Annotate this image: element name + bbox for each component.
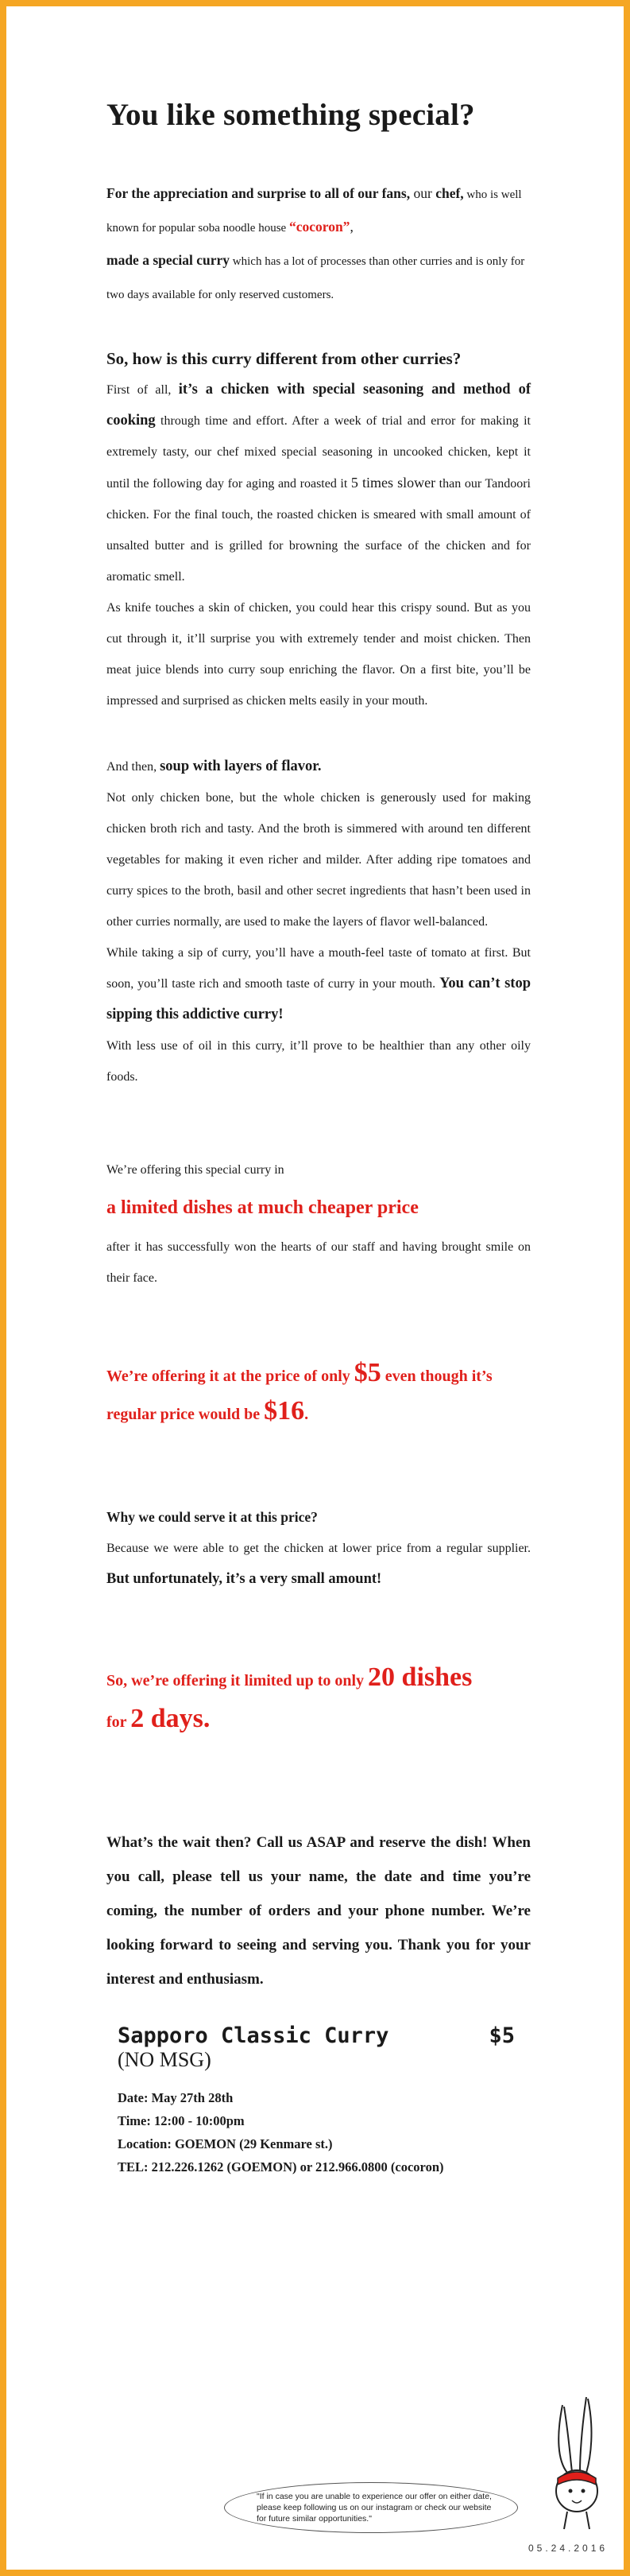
event-time: Time: 12:00 - 10:00pm bbox=[118, 2112, 245, 2128]
event-date: Date: May 27th 28th bbox=[118, 2089, 234, 2105]
event-phone: TEL: 212.226.1262 (GOEMON) or 212.966.0800 (cocoron) bbox=[118, 2159, 444, 2174]
menu-row bbox=[118, 2023, 515, 2048]
offer-line1: We’re offering this special curry in bbox=[106, 1162, 284, 1177]
menu-item-price: $5 bbox=[489, 2023, 515, 2048]
menu-note: (NO MSG) bbox=[118, 2047, 211, 2071]
section1-paragraph2: As knife touches a skin of chicken, you could hear this crispy sound. But as you cut through it, it’ll surprise you with extremely tender and moist chicken. Then meat juice blends into curry soup enriching the flavor. On a first bite, you’ll be impressed and surprised as chicken melts easily in your mouth. bbox=[106, 600, 531, 708]
intro-paragraph: For the appreciation and surprise to all of our fans, our chef, who is well known for popular soba noodle house “cocoron”, made a special curry which has a lot of processes than other curries and is only for two days available for only reserved customers. bbox=[106, 184, 525, 301]
section2-paragraph2: While taking a sip of curry, you’ll have a mouth-feel taste of tomato at first. But soon, you’ll taste rich and smooth taste of curry in your mouth. You can’t stop sipping this addictive curry! bbox=[106, 945, 531, 1022]
price-statement: We’re offering it at the price of only $5 even though it’s regular price would be $16. bbox=[106, 1357, 493, 1426]
offer-line2: after it has successfully won the hearts of our staff and having brought smile on their face. bbox=[106, 1240, 531, 1285]
section2-paragraph1: Not only chicken bone, but the whole chicken is generously used for making chicken broth rich and tasty. And the broth is simmered with around ten different vegetables for making it even richer and milder. After adding ripe tomatoes and curry spices to the broth, basil and other secret ingredients that hasn’t been used in other curries normally, are used to make the layers of flavor well-balanced. bbox=[106, 790, 531, 929]
rabbit-mascot-icon bbox=[540, 2389, 612, 2540]
flyer-content bbox=[106, 95, 531, 2178]
menu-block bbox=[118, 2023, 531, 2178]
menu-item-name: Sapporo Classic Curry bbox=[118, 2023, 389, 2048]
page-title: You like something special? bbox=[106, 98, 475, 132]
offer-highlight: a limited dishes at much cheaper price bbox=[106, 1197, 419, 1218]
event-location: Location: GOEMON (29 Kenmare st.) bbox=[118, 2136, 333, 2151]
footnote-bubble: "If in case you are unable to experience our offer on either date, please keep following us on our instagram or check our website for future similar opportunities." bbox=[224, 2482, 518, 2533]
closing-paragraph: What’s the wait then? Call us ASAP and reserve the dish! When you call, please tell us your name, the date and time you’re coming, the number of orders and your phone number. We’re looking forward to seeing and serving you. Thank you for your interest and enthusiasm. bbox=[106, 1833, 531, 1988]
limit-statement: So, we’re offering it limited up to only 20 dishes for 2 days. bbox=[106, 1662, 473, 1733]
section2-lead: And then, soup with layers of flavor. bbox=[106, 758, 322, 774]
why-paragraph: Because we were able to get the chicken at lower price from a regular supplier. But unfortunately, it’s a very small amount! bbox=[106, 1541, 531, 1587]
section2-paragraph3: With less use of oil in this curry, it’ll prove to be healthier than any other oily foods. bbox=[106, 1038, 531, 1084]
why-heading: Why we could serve it at this price? bbox=[106, 1508, 318, 1525]
event-info bbox=[118, 2086, 531, 2178]
section-heading-difference: So, how is this curry different from other curries? bbox=[106, 348, 462, 368]
stamp-date: 05.24.2016 bbox=[528, 2543, 609, 2554]
section1-paragraph1: First of all, it’s a chicken with special seasoning and method of cooking through time and effort. After a week of trial and error for making it extremely tasty, our chef mixed special seasoning in uncooked chicken, kept it until the following day for aging and roasted it 5 times slower than our Tandoori chicken. For the final touch, the roasted chicken is smeared with small amount of unsalted butter and is grilled for browning the surface of the chicken and for aromatic smell. bbox=[106, 381, 531, 584]
